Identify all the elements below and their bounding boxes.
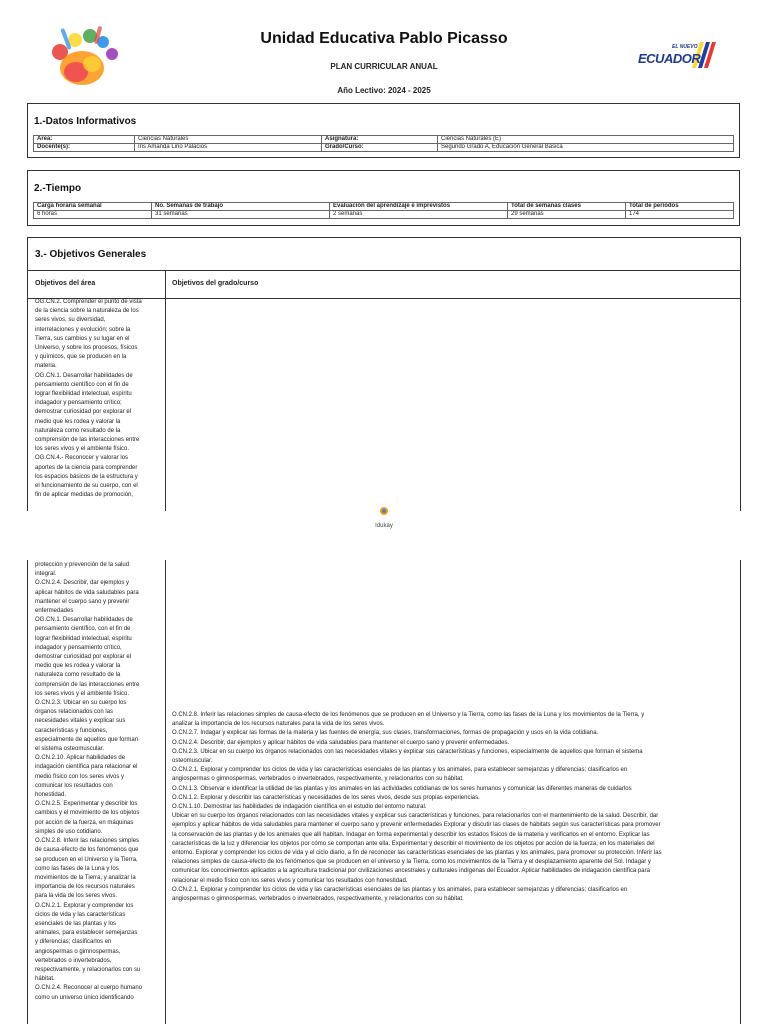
section-title: 3.- Objetivos Generales [35, 249, 147, 260]
tiempo-header: No. Semanas de trabajo [152, 203, 330, 211]
objetivo-area-line: el funcionamiento de su cuerpo, con el [35, 483, 138, 490]
objetivo-grado-line: angiospermas o gimnospermas, vertebrados o invertebrados, respectivamente, y relacionarlos con su hábitat. [172, 896, 464, 903]
gov-logo-small-text: EL NUEVO [672, 44, 698, 50]
objetivo-grado-line: Ubicar en su cuerpo los órganos relacionados con las necesidades vitales y explicar sus características y funciones, para relacionarlos con el mantenimiento de la salud. Describir, dar [172, 813, 659, 820]
objetivo-area-line: Tierra, sus cambios y su lugar en el [35, 335, 130, 342]
datos-table [33, 135, 734, 152]
objetivo-area-line: fin de aplicar medidas de promoción, [35, 492, 134, 499]
table-row [34, 203, 734, 211]
objetivo-area-line: O.CN.2.10. Aplicar habilidades de [35, 755, 126, 762]
objetivo-grado-line: O.CN.2.1. Explorar y comprender los ciclos de vida y las características esenciales de las plantas y los animales, para establecer semejanzas y diferencias; clasificarlos en [172, 767, 628, 774]
objetivo-area-line: O.CN.2.3. Ubicar en su cuerpo los [35, 700, 127, 707]
objetivo-area-line: indagación científica para relacionar el [35, 764, 138, 771]
objetivo-grado-line: osteomuscular. [172, 758, 213, 765]
objetivo-area-line: pensamiento científico, con el fin de [35, 626, 131, 633]
divider [27, 270, 741, 271]
objetivo-area-line: animales, para establecer semejanzas [35, 930, 138, 937]
objetivo-area-line: se producen en el Universo y la Tierra, [35, 856, 138, 863]
objetivo-area-line: O.CN.2.4. Reconocer al cuerpo humano [35, 985, 143, 992]
objetivo-area-line: honestidad. [35, 792, 67, 799]
objetivo-grado-line: analizar la importancia de los recursos naturales para la vida de los seres vivos. [172, 721, 385, 728]
objetivos-grado-text [172, 711, 732, 904]
objetivo-area-line: los espacios básicos de la estructura y [35, 473, 138, 480]
objetivo-area-line: demostrar curiosidad por explorar el [35, 409, 132, 416]
objetivo-area-line: aportes de la ciencia para comprender [35, 464, 138, 471]
objetivo-area-line: angiospermas o gimnospermas, [35, 948, 121, 955]
objetivos-area-text-top [35, 298, 163, 500]
school-hand-logo-icon [40, 22, 130, 92]
tiempo-header: Carga horaria semanal [34, 203, 152, 211]
objetivo-area-line: indagador y pensamiento crítico; [35, 400, 122, 407]
plan-title: PLAN CURRICULAR ANUAL [330, 62, 438, 71]
objetivo-grado-line: O.CN.2.7. Indagar y explicar las formas de la materia y las fuentes de energía, sus clases, transformaciones, formas de propagación y usos en la vida cotidiana. [172, 730, 599, 737]
section-title: 1.-Datos Informativos [34, 116, 137, 127]
objetivo-area-line: medio que les rodea y valorar la [35, 418, 121, 425]
divider [740, 560, 741, 1024]
divider [165, 560, 166, 1024]
objetivo-area-line: movimientos de la Tierra, y analizar la [35, 874, 136, 881]
area-value: Ciencias Naturales [135, 136, 322, 144]
gov-logo-word: ECUADOR [638, 51, 701, 66]
objetivo-grado-line: relacionar el medio físico con los seres vivos y comunicar los resultados con honestidad. [172, 877, 408, 884]
objetivo-area-line: naturaleza como resultado de la [35, 427, 121, 434]
objetivo-area-line: O.CN.2.8. Inferir las relaciones simples [35, 838, 140, 845]
objetivo-area-line: necesidades vitales y explicar sus [35, 718, 126, 725]
objetivo-area-line: órganos relacionados con las [35, 709, 114, 716]
objetivo-area-line: enfermedades [35, 608, 74, 615]
objetivo-area-line: ciclos de vida y las características [35, 911, 126, 918]
objetivos-area-header: Objetivos del área [35, 280, 96, 287]
area-label: Área: [34, 136, 135, 144]
tiempo-value: 6 horas [34, 211, 152, 219]
idukay-label: Idukay [375, 523, 393, 529]
tiempo-value: 29 semanas [508, 211, 626, 219]
objetivo-area-line: indagador y pensamiento crítico, [35, 644, 122, 651]
grado-label: Grado/Curso: [322, 144, 438, 152]
objetivo-area-line: comunicar los resultados con [35, 782, 113, 789]
objetivo-area-line: vertebrados o invertebrados, [35, 957, 112, 964]
objetivo-area-line: y diferencias; clasificarlos en [35, 939, 112, 946]
tiempo-table [33, 202, 734, 219]
objetivo-grado-line: O.CN.1.3. Observar e identificar la utilidad de las plantas y los animales en las actividades cotidianas de los seres humanos y comunicar las diferentes maneras de cuidarlos [172, 785, 632, 792]
tiempo-value: 31 semanas [152, 211, 330, 219]
objetivo-area-line: Universo, y sobre los procesos, físicos [35, 345, 138, 352]
idukay-logo-icon [379, 506, 389, 516]
divider [27, 560, 28, 1024]
objetivo-area-line: medio físico con los seres vivos y [35, 773, 125, 780]
section-tiempo [27, 170, 740, 226]
objetivos-area-text-bottom [35, 561, 163, 1003]
objetivo-grado-line: ejemplos y aplicar hábitos de vida saludables para mantener el cuerpo sano y prevenir enfermedades Explorar y discutir las clases de hábitats según sus características para promover [172, 822, 661, 829]
objetivo-area-line: mantener el cuerpo sano y prevenir [35, 598, 130, 605]
objetivo-area-line: aplicar hábitos de vida saludables para [35, 589, 139, 596]
objetivo-area-line: por acción de la fuerza, en máquinas [35, 819, 134, 826]
objetivo-area-line: demostrar curiosidad por explorar el [35, 654, 132, 661]
objetivo-area-line: los seres vivos y el ambiente físico. [35, 446, 130, 453]
objetivo-grado-line: O.CN.1.10. Demostrar las habilidades de indagación científica en el estudio del entorno natural. [172, 804, 427, 811]
objetivo-area-line: lograr flexibilidad intelectual, espíritu [35, 391, 132, 398]
objetivo-area-line: OG.CN.1. Desarrollar habilidades de [35, 372, 133, 379]
table-row [34, 136, 734, 144]
objetivo-area-line: comprensión de las interacciones entre [35, 437, 140, 444]
objetivo-area-line: para la vida de los seres vivos. [35, 893, 118, 900]
objetivo-area-line: O.CN.2.4. Describir, dar ejemplos y [35, 580, 130, 587]
table-row [34, 144, 734, 152]
divider [27, 237, 28, 511]
objetivo-area-line: esenciales de las plantas y los [35, 920, 117, 927]
asignatura-value: Ciencias Naturales (E) [438, 136, 734, 144]
objetivo-grado-line: la conservación de las plantas y de los animales que allí habitan. Indagar en forma experimental y describir los estados físicos de la materia y verificarlos en el entorno. Explicar las [172, 831, 650, 838]
objetivo-area-line: naturaleza como resultado de la [35, 672, 121, 679]
school-year: Año Lectivo: 2024 - 2025 [337, 86, 431, 95]
objetivo-area-line: integral. [35, 571, 57, 578]
objetivo-grado-line: comunicar los conocimientos aplicados a la agricultura tradicional por civilizaciones ancestrales y culturales indígenas del Ecuador. Aplicar habilidades de indagación científica para [172, 868, 650, 875]
objetivo-area-line: medio que les rodea y valorar la [35, 663, 121, 670]
school-name: Unidad Educativa Pablo Picasso [260, 30, 508, 47]
objetivo-grado-line: O.CN.2.8. Inferir las relaciones simples de causa-efecto de los fenómenos que se producen en el Universo y la Tierra, como las fases de la Luna y los movimientos de la Tierra, y [172, 712, 645, 718]
objetivo-area-line: pensamiento científico con el fin de [35, 381, 129, 388]
objetivo-area-line: respectivamente, y relacionarlos con su [35, 966, 141, 973]
objetivo-area-line: características y funciones, [35, 727, 108, 734]
objetivo-area-line: O.CN.2.1. Explorar y comprender los [35, 902, 134, 909]
objetivo-area-line: los seres vivos y el ambiente físico. [35, 690, 130, 697]
divider [165, 270, 166, 511]
objetivo-grado-line: entorno. Explorar y comprender los ciclos de vida y el ciclo diario, a fin de reconocer las características esenciales de las plantas y los animales, para promover su protección. Inferir las [172, 850, 662, 857]
objetivo-grado-line: características de la luz y diferenciar los objetos por cómo se comportan ante ella. Experimentar y describir el movimiento de los objetos por acción de la fuerza, en los materiales del [172, 840, 655, 847]
objetivo-area-line: importancia de los recursos naturales [35, 884, 135, 891]
objetivo-area-line: y químicos, que se producen en la [35, 354, 127, 361]
docente-value: Iris Amanda Lino Palacios [135, 144, 322, 152]
objetivo-area-line: OG.CN.4.- Reconocer y valorar los [35, 455, 129, 462]
objetivo-grado-line: angiospermas o gimnospermas, vertebrados o invertebrados, respectivamente, y relacionarlos con su hábitat. [172, 776, 464, 783]
idukay-watermark [368, 503, 400, 529]
section-title: 2.-Tiempo [34, 183, 82, 194]
objetivo-grado-line: O.CN.1.2. Explorar y describir las características y necesidades de los seres vivos, desde sus propias experiencias. [172, 794, 480, 801]
objetivos-grado-header: Objetivos del grado/curso [172, 280, 259, 287]
asignatura-label: Asignatura: [322, 136, 438, 144]
tiempo-header: Evaluación del aprendizaje e imprevistos [330, 203, 508, 211]
objetivo-area-line: O.CN.2.5. Experimentar y describir los [35, 801, 138, 808]
document-header [0, 0, 768, 100]
objetivo-area-line: protección y prevención de la salud [35, 562, 130, 568]
objetivo-area-line: hábitat. [35, 976, 55, 983]
docente-label: Docente(s): [34, 144, 135, 152]
objetivo-area-line: lograr flexibilidad intelectual, espíritu [35, 635, 132, 642]
objetivo-area-line: materia. [35, 363, 57, 370]
objetivo-area-line: cambios y el movimiento de los objetos [35, 810, 140, 817]
objetivo-area-line: interrelaciones y evolución; sobre la [35, 326, 131, 333]
objetivo-area-line: de causa-efecto de los fenómenos que [35, 847, 139, 854]
objetivo-area-line: OG.CN.1. Desarrollar habilidades de [35, 617, 133, 624]
tiempo-header: Total de periodos [626, 203, 734, 211]
objetivo-grado-line: O.CN.2.4. Describir, dar ejemplos y aplicar hábitos de vida saludables para mantener el cuerpo sano y prevenir enfermedades. [172, 739, 510, 746]
objetivo-area-line: comprensión de las interacciones entre [35, 681, 140, 688]
objetivo-area-line: el sistema osteomuscular. [35, 746, 105, 753]
section-datos-informativos [27, 103, 740, 158]
objetivo-area-line: como un universo único identificando [35, 994, 134, 1001]
objetivo-area-line: especialmente de aquellos que forman [35, 736, 139, 743]
divider [740, 237, 741, 511]
objetivo-area-line: seres vivos, su diversidad, [35, 317, 106, 324]
tiempo-value: 2 semanas [330, 211, 508, 219]
objetivo-area-line: como las fases de la Luna y los [35, 865, 119, 872]
table-row [34, 211, 734, 219]
objetivo-area-line: simples de uso cotidiano. [35, 828, 103, 835]
tiempo-value: 174 [626, 211, 734, 219]
objetivo-grado-line: O.CN.2.1. Explorar y comprender los ciclos de vida y las características esenciales de las plantas y los animales, para establecer semejanzas y diferencias; clasificarlos en [172, 886, 628, 893]
objetivo-area-line: OG.CN.2. Comprender el punto de vista [35, 299, 142, 305]
objetivo-grado-line: O.CN.2.3. Ubicar en su cuerpo los órganos relacionados con las necesidades vitales y explicar sus características y funciones, especialmente de aquellos que forman el sistema [172, 748, 643, 755]
grado-value: Segundo Grado A, Educación General Básica [438, 144, 734, 152]
tiempo-header: Total de semanas clases [508, 203, 626, 211]
objetivo-grado-line: relaciones simples de causa-efecto de los fenómenos que se producen en el universo y la Tierra, como los movimientos de la Tierra y el desplazamiento aparente del Sol. Indagar y [172, 859, 651, 866]
objetivo-area-line: de la ciencia sobre la naturaleza de los [35, 308, 139, 315]
divider [27, 237, 741, 238]
